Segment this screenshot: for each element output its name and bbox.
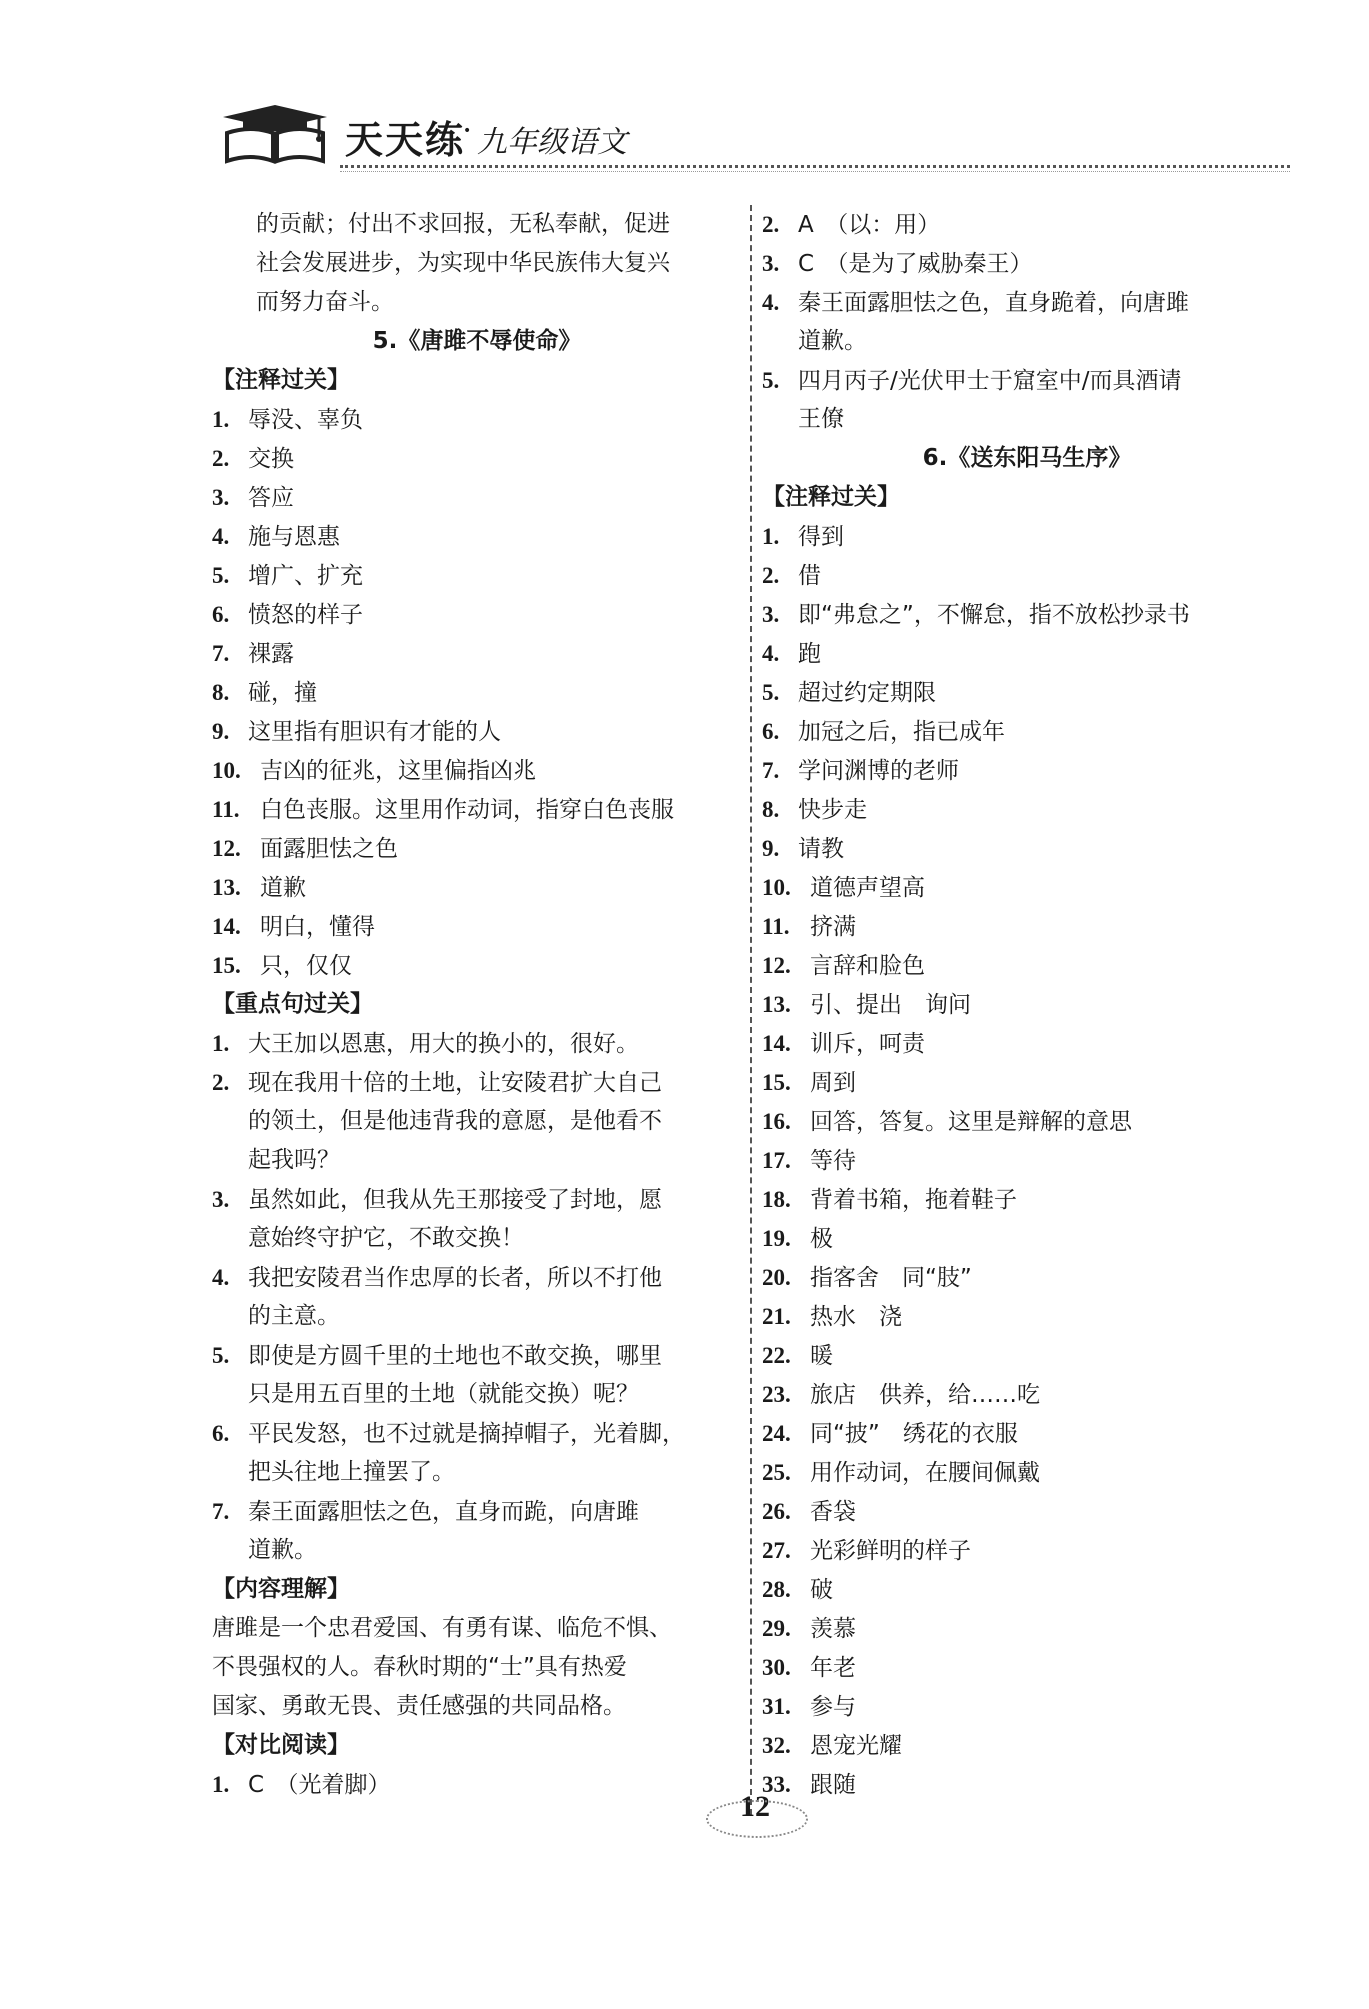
list-item (212, 946, 742, 985)
list-item (212, 673, 742, 712)
item-line (762, 868, 1292, 907)
item-line (762, 1180, 1292, 1219)
item-number: 25. (762, 1460, 791, 1485)
section-heading: 【重点句过关】 (212, 991, 373, 1017)
item-text: 破 (810, 1577, 833, 1603)
brand-separator: • (463, 123, 472, 139)
item-text: 暖 (810, 1343, 833, 1369)
item-number: 24. (762, 1421, 791, 1446)
item-line (762, 322, 1292, 361)
item-text: 即使是方圆千里的土地也不敢交换，哪里 (248, 1343, 662, 1369)
item-number: 5. (762, 680, 780, 705)
item-text: 超过约定期限 (798, 680, 936, 706)
item-line (212, 907, 742, 946)
item-text: 年老 (810, 1655, 856, 1681)
item-line (212, 1219, 742, 1258)
item-text: 快步走 (798, 797, 867, 823)
list-item (762, 1258, 1292, 1297)
item-text: 借 (798, 563, 821, 589)
intro-line: 社会发展进步，为实现中华民族伟大复兴 (256, 250, 670, 276)
item-number: 1. (762, 524, 780, 549)
list-item (762, 1765, 1292, 1804)
list-item (762, 946, 1292, 985)
item-line (212, 751, 742, 790)
list-item (212, 1063, 742, 1180)
section-heading: 【注释过关】 (212, 367, 350, 393)
item-number: 21. (762, 1304, 791, 1329)
item-text: 道歉 (260, 875, 306, 901)
item-line (762, 634, 1292, 673)
item-line (762, 1414, 1292, 1453)
list-item (762, 1726, 1292, 1765)
item-line (762, 1297, 1292, 1336)
list-item (762, 595, 1292, 634)
item-number: 29. (762, 1616, 791, 1641)
item-line (762, 1219, 1292, 1258)
right-column (762, 205, 1292, 1804)
item-number: 3. (212, 485, 230, 510)
list-item (212, 1180, 742, 1258)
item-number: 30. (762, 1655, 791, 1680)
list-item (762, 712, 1292, 751)
list-item (762, 1414, 1292, 1453)
list-item (762, 1687, 1292, 1726)
item-text: 引、提出 询问 (810, 992, 971, 1018)
list-item (762, 985, 1292, 1024)
intro-line: 而努力奋斗。 (256, 289, 394, 315)
list-item (212, 829, 742, 868)
item-line (762, 907, 1292, 946)
item-number: 28. (762, 1577, 791, 1602)
item-number: 27. (762, 1538, 791, 1563)
item-number: 16. (762, 1109, 791, 1134)
list-item (212, 400, 742, 439)
item-number: 4. (762, 290, 780, 315)
item-number: 11. (762, 914, 790, 939)
item-text: 学问渊博的老师 (798, 758, 959, 784)
item-text: 回答，答复。这里是辩解的意思 (810, 1109, 1132, 1135)
page-number-text: 12 (740, 1790, 770, 1823)
intro-line: 的贡献；付出不求回报，无私奉献，促进 (256, 211, 670, 237)
item-text: 光彩鲜明的样子 (810, 1538, 971, 1564)
item-text: 羡慕 (810, 1616, 856, 1642)
item-line (212, 1453, 742, 1492)
item-text: 现在我用十倍的土地，让安陵君扩大自己 (248, 1070, 662, 1096)
item-text: 参与 (810, 1694, 856, 1720)
item-line (212, 790, 742, 829)
item-line (212, 400, 742, 439)
item-number: 33. (762, 1772, 791, 1797)
list-item (212, 634, 742, 673)
item-line (762, 1453, 1292, 1492)
item-text: 裸露 (248, 641, 294, 667)
item-number: 7. (212, 1499, 230, 1524)
item-line (762, 751, 1292, 790)
list-item (762, 1531, 1292, 1570)
item-line (212, 712, 742, 751)
item-line (762, 946, 1292, 985)
item-number: 3. (762, 602, 780, 627)
list-item (762, 1492, 1292, 1531)
item-line (212, 1258, 742, 1297)
item-line (212, 1297, 742, 1336)
item-text: 香袋 (810, 1499, 856, 1525)
item-line (762, 1141, 1292, 1180)
item-number: 22. (762, 1343, 791, 1368)
list-item (762, 556, 1292, 595)
item-number: 3. (762, 251, 780, 276)
list-item (212, 751, 742, 790)
list-item (212, 712, 742, 751)
item-line (212, 1765, 742, 1804)
item-line (762, 1648, 1292, 1687)
item-line (762, 712, 1292, 751)
list-item (762, 283, 1292, 361)
item-line (212, 1063, 742, 1102)
item-line (762, 1258, 1292, 1297)
item-text: 旅店 供养，给……吃 (810, 1382, 1040, 1408)
item-text: 得到 (798, 524, 844, 550)
list-item (762, 751, 1292, 790)
item-text: A （以：用） (798, 212, 941, 238)
item-number: 3. (212, 1187, 230, 1212)
item-number: 4. (212, 524, 230, 549)
item-number: 2. (212, 1070, 230, 1095)
list-item (212, 868, 742, 907)
list-item (212, 1414, 742, 1492)
item-text: 平民发怒，也不过就是摘掉帽子，光着脚， (248, 1421, 685, 1447)
item-text: 面露胆怯之色 (260, 836, 398, 862)
list-item (762, 244, 1292, 283)
item-number: 2. (212, 446, 230, 471)
item-number: 2. (762, 563, 780, 588)
paragraph-line: 国家、勇敢无畏、责任感强的共同品格。 (212, 1693, 626, 1719)
item-number: 1. (212, 1772, 230, 1797)
paragraph-line: 不畏强权的人。春秋时期的“士”具有热爱 (212, 1654, 627, 1680)
item-text: 的主意。 (248, 1303, 340, 1329)
item-number: 5. (212, 1343, 230, 1368)
item-line (212, 1102, 742, 1141)
item-number: 4. (762, 641, 780, 666)
item-text: 加冠之后，指已成年 (798, 719, 1005, 745)
item-number: 5. (762, 368, 780, 393)
item-text: 答应 (248, 485, 294, 511)
item-text: 王僚 (798, 406, 844, 432)
item-text: 白色丧服。这里用作动词，指穿白色丧服 (260, 797, 674, 823)
item-line (212, 946, 742, 985)
item-number: 13. (212, 875, 241, 900)
item-text: 四月丙子/光伏甲士于窟室中/而具酒请 (798, 368, 1182, 394)
item-line (762, 829, 1292, 868)
brand-subtitle: 九年级语文 (477, 125, 627, 160)
list-item (212, 517, 742, 556)
list-item (212, 478, 742, 517)
item-text: 即“弗怠之”，不懈怠，指不放松抄录书 (798, 602, 1190, 628)
item-line (762, 244, 1292, 283)
item-line (762, 283, 1292, 322)
item-number: 9. (762, 836, 780, 861)
item-line (762, 1102, 1292, 1141)
item-line (212, 673, 742, 712)
item-number: 20. (762, 1265, 791, 1290)
item-text: 吉凶的征兆，这里偏指凶兆 (260, 758, 536, 784)
item-text: 请教 (798, 836, 844, 862)
item-line (762, 205, 1292, 244)
item-text: 言辞和脸色 (810, 953, 925, 979)
item-line (212, 1414, 742, 1453)
item-text: 的领土，但是他违背我的意愿，是他看不 (248, 1108, 662, 1134)
item-line (762, 1531, 1292, 1570)
item-number: 14. (762, 1031, 791, 1056)
item-line (212, 1336, 742, 1375)
item-number: 15. (762, 1070, 791, 1095)
item-number: 26. (762, 1499, 791, 1524)
item-line (762, 1024, 1292, 1063)
item-text: 愤怒的样子 (248, 602, 363, 628)
item-line (212, 595, 742, 634)
item-number: 8. (212, 680, 230, 705)
item-text: C （是为了威胁秦王） (798, 251, 1033, 277)
item-number: 7. (762, 758, 780, 783)
list-item (762, 1024, 1292, 1063)
item-number: 13. (762, 992, 791, 1017)
page-header (215, 95, 1290, 175)
item-number: 2. (762, 212, 780, 237)
item-text: 训斥，呵责 (810, 1031, 925, 1057)
item-number: 19. (762, 1226, 791, 1251)
list-item (762, 1609, 1292, 1648)
section-title: 5.《唐雎不辱使命》 (372, 328, 582, 354)
item-number: 10. (212, 758, 241, 783)
item-text: 同“披” 绣花的衣服 (810, 1421, 1018, 1447)
item-number: 1. (212, 407, 230, 432)
item-text: 秦王面露胆怯之色，直身跪着，向唐雎 (798, 290, 1189, 316)
item-line (762, 985, 1292, 1024)
item-line (762, 1687, 1292, 1726)
graduation-cap-book-logo-icon (215, 103, 333, 165)
list-item (762, 1375, 1292, 1414)
item-number: 12. (762, 953, 791, 978)
list-item (762, 829, 1292, 868)
item-text: 大王加以恩惠，用大的换小的，很好。 (248, 1031, 639, 1057)
item-line (212, 829, 742, 868)
item-number: 7. (212, 641, 230, 666)
left-column (212, 205, 742, 1804)
item-line (762, 1336, 1292, 1375)
item-number: 5. (212, 563, 230, 588)
list-item (762, 205, 1292, 244)
item-number: 8. (762, 797, 780, 822)
item-text: 这里指有胆识有才能的人 (248, 719, 501, 745)
item-text: 增广、扩充 (248, 563, 363, 589)
item-text: 用作动词，在腰间佩戴 (810, 1460, 1040, 1486)
list-item (762, 868, 1292, 907)
item-line (212, 556, 742, 595)
item-number: 12. (212, 836, 241, 861)
item-text: 施与恩惠 (248, 524, 340, 550)
item-text: 只是用五百里的土地（就能交换）呢？ (248, 1381, 639, 1407)
list-item (762, 361, 1292, 439)
item-line (212, 1492, 742, 1531)
list-item (212, 556, 742, 595)
section-heading: 【对比阅读】 (212, 1732, 350, 1758)
item-text: 交换 (248, 446, 294, 472)
item-line (762, 517, 1292, 556)
item-line (212, 478, 742, 517)
item-line (212, 1531, 742, 1570)
list-item (762, 1219, 1292, 1258)
list-item (762, 634, 1292, 673)
list-item (762, 1063, 1292, 1102)
item-line (762, 1765, 1292, 1804)
list-item (212, 595, 742, 634)
item-line (212, 1180, 742, 1219)
item-line (762, 361, 1292, 400)
item-number: 23. (762, 1382, 791, 1407)
item-line (212, 868, 742, 907)
item-line (212, 439, 742, 478)
item-number: 4. (212, 1265, 230, 1290)
list-item (762, 517, 1292, 556)
item-text: 把头往地上撞罢了。 (248, 1459, 455, 1485)
item-number: 18. (762, 1187, 791, 1212)
item-line (762, 1570, 1292, 1609)
list-item (212, 1024, 742, 1063)
list-item (762, 1336, 1292, 1375)
item-line (762, 595, 1292, 634)
item-number: 31. (762, 1694, 791, 1719)
page-number (700, 1790, 810, 1840)
item-text: 我把安陵君当作忠厚的长者，所以不打他 (248, 1265, 662, 1291)
section-heading: 【注释过关】 (762, 484, 900, 510)
item-line (212, 634, 742, 673)
item-text: 辱没、辜负 (248, 407, 363, 433)
item-text: 秦王面露胆怯之色，直身而跪，向唐雎 (248, 1499, 639, 1525)
page-number-ornament (706, 1800, 808, 1838)
item-number: 32. (762, 1733, 791, 1758)
item-line (762, 1609, 1292, 1648)
section-heading: 【内容理解】 (212, 1576, 350, 1602)
header-rule-thin (340, 171, 1290, 172)
item-text: C （光着脚） (248, 1772, 391, 1798)
item-text: 虽然如此，但我从先王那接受了封地，愿 (248, 1187, 662, 1213)
list-item (762, 1297, 1292, 1336)
item-text: 极 (810, 1226, 833, 1252)
item-text: 等待 (810, 1148, 856, 1174)
list-item (212, 1765, 742, 1804)
paragraph-line: 唐雎是一个忠君爱国、有勇有谋、临危不惧、 (212, 1615, 672, 1641)
list-item (762, 1648, 1292, 1687)
item-line (212, 517, 742, 556)
list-item (212, 1258, 742, 1336)
item-line (762, 400, 1292, 439)
item-number: 1. (212, 1031, 230, 1056)
item-line (762, 673, 1292, 712)
item-line (212, 1024, 742, 1063)
list-item (212, 1492, 742, 1570)
item-number: 14. (212, 914, 241, 939)
item-line (762, 556, 1292, 595)
list-item (212, 907, 742, 946)
item-number: 6. (212, 1421, 230, 1446)
list-item (762, 1102, 1292, 1141)
item-text: 指客舍 同“肢” (810, 1265, 972, 1291)
item-text: 意始终守护它，不敢交换！ (248, 1225, 524, 1251)
item-text: 跟随 (810, 1772, 856, 1798)
header-rule (340, 165, 1290, 168)
item-text: 道歉。 (248, 1537, 317, 1563)
item-text: 热水 浇 (810, 1304, 902, 1330)
item-text: 道德声望高 (810, 875, 925, 901)
item-text: 明白，懂得 (260, 914, 375, 940)
list-item (762, 1141, 1292, 1180)
list-item (762, 790, 1292, 829)
item-number: 6. (212, 602, 230, 627)
item-text: 恩宠光耀 (810, 1733, 902, 1759)
item-line (212, 1141, 742, 1180)
item-text: 周到 (810, 1070, 856, 1096)
list-item (762, 1180, 1292, 1219)
item-number: 6. (762, 719, 780, 744)
item-line (762, 1375, 1292, 1414)
item-number: 11. (212, 797, 240, 822)
item-number: 15. (212, 953, 241, 978)
item-line (762, 1726, 1292, 1765)
item-text: 跑 (798, 641, 821, 667)
item-line (762, 1492, 1292, 1531)
column-divider (750, 205, 752, 1815)
item-number: 9. (212, 719, 230, 744)
item-text: 挤满 (810, 914, 856, 940)
item-text: 只，仅仅 (260, 953, 352, 979)
item-line (762, 790, 1292, 829)
item-text: 道歉。 (798, 328, 867, 354)
item-text: 碰，撞 (248, 680, 317, 706)
list-item (212, 1336, 742, 1414)
list-item (762, 673, 1292, 712)
list-item (762, 1570, 1292, 1609)
item-line (212, 1375, 742, 1414)
brand-title: 天天练 (345, 118, 466, 162)
list-item (762, 1453, 1292, 1492)
list-item (212, 439, 742, 478)
item-text: 起我吗？ (248, 1147, 340, 1173)
item-number: 17. (762, 1148, 791, 1173)
item-line (762, 1063, 1292, 1102)
section-title: 6.《送东阳马生序》 (922, 445, 1132, 471)
list-item (212, 790, 742, 829)
item-text: 背着书箱，拖着鞋子 (810, 1187, 1017, 1213)
list-item (762, 907, 1292, 946)
item-number: 10. (762, 875, 791, 900)
